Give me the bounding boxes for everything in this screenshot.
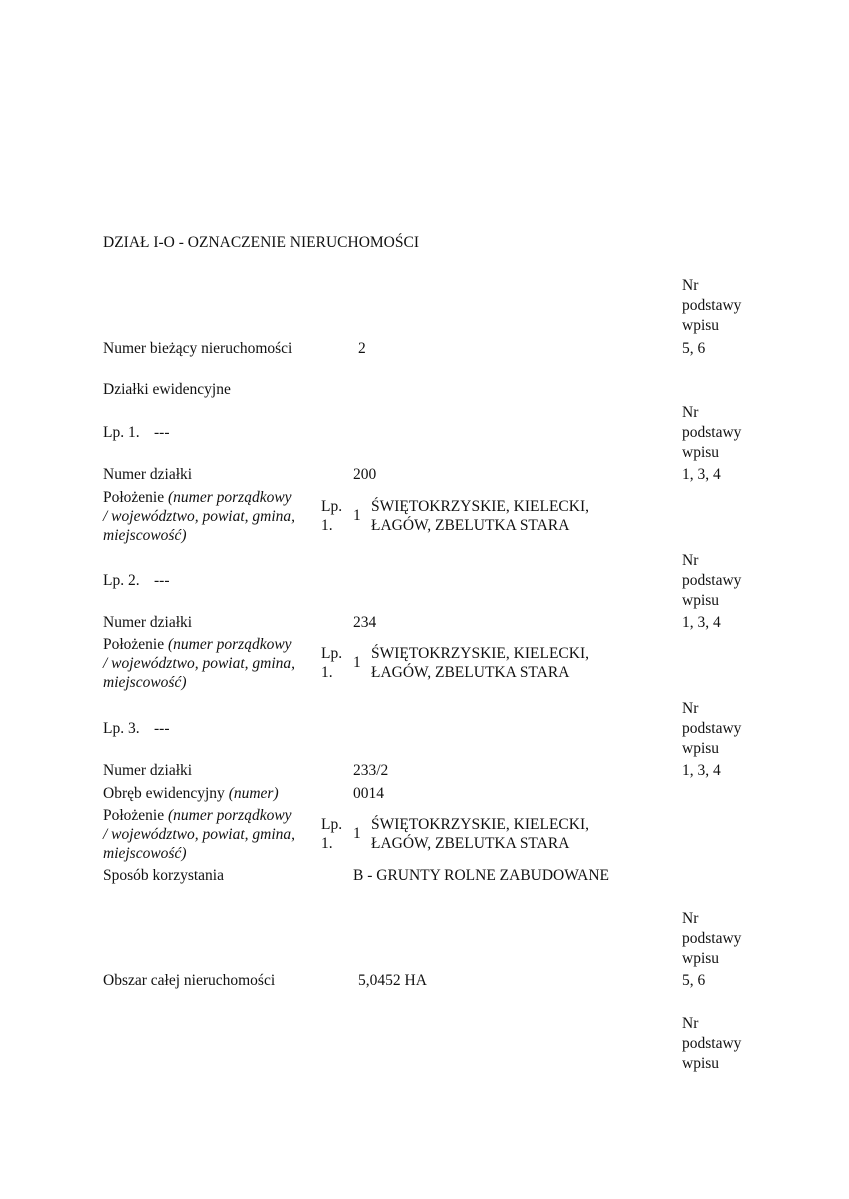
- parcel-header: Lp. 3.: [103, 720, 140, 737]
- location-label: Położenie (numer porządkowy: [103, 636, 292, 653]
- basis-label-line1: Nr: [682, 277, 699, 294]
- total-area-label: Obszar całej nieruchomości: [103, 972, 276, 989]
- location-hint-line3: miejscowość): [103, 527, 187, 544]
- parcel-number-value: 234: [353, 614, 377, 631]
- basis-label-line1: Nr: [682, 1015, 699, 1032]
- lp-label: Lp.: [321, 498, 343, 515]
- parcel-header-dashes: ---: [154, 720, 170, 737]
- parcel-number-label: Numer działki: [103, 762, 193, 779]
- location-hint-line3: miejscowość): [103, 674, 187, 691]
- parcel-number-label: Numer działki: [103, 466, 193, 483]
- location-hint-line3: miejscowość): [103, 845, 187, 862]
- basis-label-line1: Nr: [682, 910, 699, 927]
- basis-label-line1: Nr: [682, 404, 699, 421]
- basis-label-line2: podstawy: [682, 930, 742, 947]
- current-number-basis: 5, 6: [682, 340, 706, 357]
- parcel-number-label: Numer działki: [103, 614, 193, 631]
- parcel-number-value: 200: [353, 466, 377, 483]
- parcel-header-dashes: ---: [154, 572, 170, 589]
- lp-number: 1.: [321, 664, 333, 681]
- basis-label-line3: wpisu: [682, 1055, 720, 1072]
- parcel-number-basis: 1, 3, 4: [682, 762, 721, 779]
- location-hint-line2: / województwo, powiat, gmina,: [103, 508, 296, 525]
- basis-label-line2: podstawy: [682, 572, 742, 589]
- address-line2: ŁAGÓW, ZBELUTKA STARA: [371, 517, 570, 534]
- location-hint: (numer porządkowy: [168, 636, 292, 653]
- basis-label-line2: podstawy: [682, 1035, 742, 1052]
- lp-number: 1.: [321, 517, 333, 534]
- lp-number: 1.: [321, 835, 333, 852]
- location-hint-line2: / województwo, powiat, gmina,: [103, 655, 296, 672]
- precinct-hint: (numer): [228, 785, 279, 802]
- current-number-value: 2: [358, 340, 366, 357]
- parcels-heading: Działki ewidencyjne: [103, 381, 231, 398]
- parcel-header: Lp. 2.: [103, 572, 140, 589]
- location-hint-line2: / województwo, powiat, gmina,: [103, 826, 296, 843]
- basis-label-line2: podstawy: [682, 424, 742, 441]
- basis-label-line3: wpisu: [682, 317, 720, 334]
- address-line1: ŚWIĘTOKRZYSKIE, KIELECKI,: [371, 645, 589, 662]
- basis-label-line1: Nr: [682, 700, 699, 717]
- location-hint: (numer porządkowy: [168, 489, 292, 506]
- location-hint: (numer porządkowy: [168, 807, 292, 824]
- lp-value: 1: [353, 507, 361, 524]
- precinct-value: 0014: [353, 785, 384, 802]
- parcel-number-basis: 1, 3, 4: [682, 466, 721, 483]
- basis-label-line3: wpisu: [682, 444, 720, 461]
- lp-value: 1: [353, 825, 361, 842]
- address-line2: ŁAGÓW, ZBELUTKA STARA: [371, 664, 570, 681]
- parcel-number-basis: 1, 3, 4: [682, 614, 721, 631]
- basis-label-line2: podstawy: [682, 297, 742, 314]
- current-number-label: Numer bieżący nieruchomości: [103, 340, 293, 357]
- usage-label: Sposób korzystania: [103, 867, 224, 884]
- parcel-number-value: 233/2: [353, 762, 389, 779]
- basis-label-line3: wpisu: [682, 950, 720, 967]
- lp-label: Lp.: [321, 816, 343, 833]
- parcel-header: Lp. 1.: [103, 424, 140, 441]
- address-line1: ŚWIĘTOKRZYSKIE, KIELECKI,: [371, 816, 589, 833]
- lp-value: 1: [353, 654, 361, 671]
- lp-label: Lp.: [321, 645, 343, 662]
- basis-label-line2: podstawy: [682, 720, 742, 737]
- basis-label-line1: Nr: [682, 552, 699, 569]
- section-title: DZIAŁ I-O - OZNACZENIE NIERUCHOMOŚCI: [103, 234, 419, 251]
- usage-value: B - GRUNTY ROLNE ZABUDOWANE: [353, 867, 610, 884]
- parcel-header-dashes: ---: [154, 424, 170, 441]
- location-label: Położenie (numer porządkowy: [103, 489, 292, 506]
- total-area-value: 5,0452 HA: [358, 972, 427, 989]
- address-line2: ŁAGÓW, ZBELUTKA STARA: [371, 835, 570, 852]
- address-line1: ŚWIĘTOKRZYSKIE, KIELECKI,: [371, 498, 589, 515]
- basis-label-line3: wpisu: [682, 592, 720, 609]
- basis-label-line3: wpisu: [682, 740, 720, 757]
- total-area-basis: 5, 6: [682, 972, 706, 989]
- location-label: Położenie (numer porządkowy: [103, 807, 292, 824]
- precinct-label: Obręb ewidencyjny (numer): [103, 785, 279, 802]
